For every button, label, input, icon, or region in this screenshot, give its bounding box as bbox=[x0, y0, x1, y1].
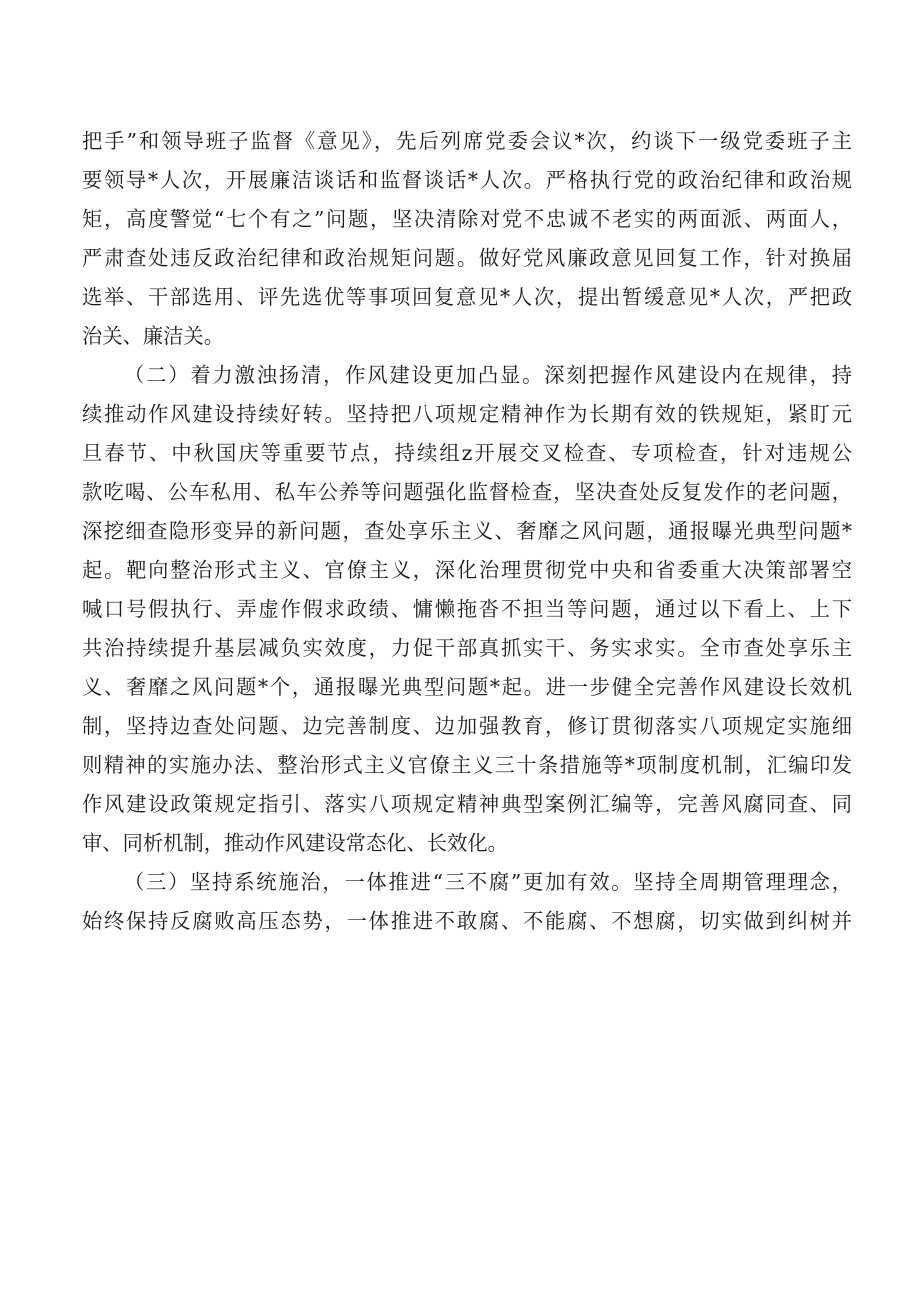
p2-line-4: 款吃喝、公车私用、私车公养等问题强化监督检查，坚决查处反复发作的老问题， bbox=[82, 480, 852, 504]
p1-line-4: 严肃查处违反政治纪律和政治规矩问题。做好党风廉政意见回复工作，针对换届 bbox=[82, 246, 852, 270]
p1-line-2: 要领导*人次，开展廉洁谈话和监督谈话*人次。严格执行党的政治纪律和政治规 bbox=[82, 168, 852, 192]
p2-line-13: 审、同析机制，推动作风建设常态化、长效化。 bbox=[82, 831, 508, 855]
p2-line-9: 义、奢靡之风问题*个，通报曝光典型问题*起。进一步健全完善作风建设长效机 bbox=[82, 675, 852, 699]
p2-line-5: 深挖细查隐形变异的新问题，查处享乐主义、奢靡之风问题，通报曝光典型问题* bbox=[82, 519, 852, 543]
p2-line-12: 作风建设政策规定指引、落实八项规定精神典型案例汇编等，完善风腐同查、同 bbox=[82, 792, 852, 816]
p2-line-11: 则精神的实施办法、整治形式主义官僚主义三十条措施等*项制度机制，汇编印发 bbox=[82, 753, 852, 777]
p2-line-10: 制，坚持边查处问题、边完善制度、边加强教育，修订贯彻落实八项规定实施细 bbox=[82, 714, 852, 738]
p2-line-6: 起。靶向整治形式主义、官僚主义，深化治理贯彻党中央和省委重大决策部署空 bbox=[82, 558, 852, 582]
p3-line-2: 始终保持反腐败高压态势，一体推进不敢腐、不能腐、不想腐，切实做到纠树并 bbox=[82, 909, 852, 933]
p3-line-1: （三）坚持系统施治，一体推进“三不腐”更加有效。坚持全周期管理理念， bbox=[124, 870, 852, 894]
document-body bbox=[82, 122, 852, 941]
p1-line-6: 治关、廉洁关。 bbox=[82, 324, 224, 348]
p2-line-3: 旦春节、中秋国庆等重要节点，持续组z开展交叉检查、专项检查，针对违规公 bbox=[82, 441, 852, 465]
p1-line-1: 把手”和领导班子监督《意见》，先后列席党委会议*次，约谈下一级党委班子主 bbox=[82, 129, 852, 153]
p2-line-2: 续推动作风建设持续好转。坚持把八项规定精神作为长期有效的铁规矩，紧盯元 bbox=[82, 402, 852, 426]
p2-line-8: 共治持续提升基层减负实效度，力促干部真抓实干、务实求实。全市查处享乐主 bbox=[82, 636, 852, 660]
p2-line-7: 喊口号假执行、弄虚作假求政绩、慵懒拖沓不担当等问题，通过以下看上、上下 bbox=[82, 597, 852, 621]
p2-line-1: （二）着力激浊扬清，作风建设更加凸显。深刻把握作风建设内在规律，持 bbox=[124, 363, 852, 387]
p1-line-5: 选举、干部选用、评先选优等事项回复意见*人次，提出暂缓意见*人次，严把政 bbox=[82, 285, 852, 309]
p1-line-3: 矩，高度警觉“七个有之”问题，坚决清除对党不忠诚不老实的两面派、两面人， bbox=[82, 207, 852, 231]
